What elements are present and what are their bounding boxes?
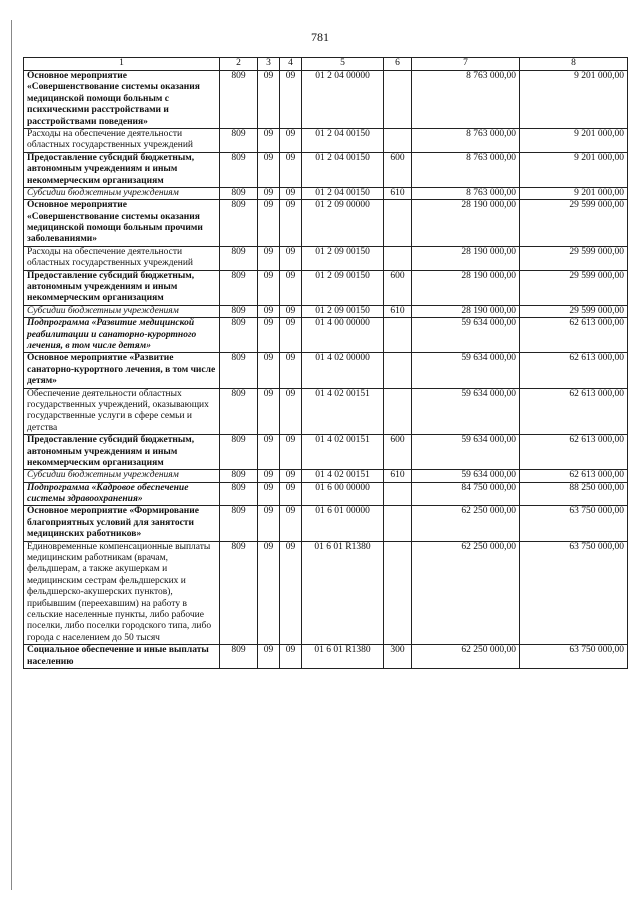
amount-year1-cell: 8 763 000,00: [412, 187, 520, 199]
expense-type-cell: 600: [384, 435, 412, 470]
amount-year1-cell: 28 190 000,00: [412, 200, 520, 247]
row-name-cell: Подпрограмма «Кадровое обеспечение системы здравоохранения»: [24, 482, 220, 506]
target-article-cell: 01 6 01 00000: [302, 506, 384, 541]
amount-year2-cell: 9 201 000,00: [520, 152, 628, 187]
ministry-code-cell: 809: [220, 482, 258, 506]
row-name-cell: Основное мероприятие «Развитие санаторно-курортного лечения, в том числе детям»: [24, 353, 220, 388]
target-article-cell: 01 2 09 00150: [302, 270, 384, 305]
table-row: [24, 482, 628, 506]
table-row: [24, 318, 628, 353]
target-article-cell: 01 2 04 00150: [302, 187, 384, 199]
expense-type-cell: 600: [384, 152, 412, 187]
amount-year1-cell: 28 190 000,00: [412, 270, 520, 305]
row-name-cell: Предоставление субсидий бюджетным, автономным учреждениям и иным некоммерческим организациям: [24, 435, 220, 470]
amount-year2-cell: 9 201 000,00: [520, 128, 628, 152]
section-code-cell: 09: [258, 305, 280, 317]
table-row: [24, 71, 628, 129]
column-header: 7: [412, 58, 520, 71]
amount-year1-cell: 28 190 000,00: [412, 305, 520, 317]
page-number: 781: [311, 30, 329, 44]
amount-year2-cell: 88 250 000,00: [520, 482, 628, 506]
subsection-code-cell: 09: [280, 270, 302, 305]
row-name-cell: Предоставление субсидий бюджетным, автономным учреждениям и иным некоммерческим организациям: [24, 270, 220, 305]
expense-type-cell: 610: [384, 470, 412, 482]
target-article-cell: 01 2 04 00150: [302, 128, 384, 152]
table-row: [24, 187, 628, 199]
row-name-cell: Субсидии бюджетным учреждениям: [24, 187, 220, 199]
amount-year2-cell: 62 613 000,00: [520, 470, 628, 482]
ministry-code-cell: 809: [220, 128, 258, 152]
amount-year2-cell: 29 599 000,00: [520, 246, 628, 270]
ministry-code-cell: 809: [220, 470, 258, 482]
target-article-cell: 01 2 09 00000: [302, 200, 384, 247]
amount-year2-cell: 9 201 000,00: [520, 71, 628, 129]
amount-year1-cell: 8 763 000,00: [412, 128, 520, 152]
amount-year2-cell: 29 599 000,00: [520, 270, 628, 305]
row-name-cell: Субсидии бюджетным учреждениям: [24, 305, 220, 317]
ministry-code-cell: 809: [220, 353, 258, 388]
table-row: [24, 246, 628, 270]
row-name-cell: Расходы на обеспечение деятельности областных государственных учреждений: [24, 128, 220, 152]
ministry-code-cell: 809: [220, 318, 258, 353]
subsection-code-cell: 09: [280, 305, 302, 317]
expense-type-cell: [384, 128, 412, 152]
amount-year2-cell: 62 613 000,00: [520, 353, 628, 388]
section-code-cell: 09: [258, 187, 280, 199]
expense-type-cell: [384, 353, 412, 388]
subsection-code-cell: 09: [280, 128, 302, 152]
target-article-cell: 01 2 04 00000: [302, 71, 384, 129]
table-row: [24, 270, 628, 305]
subsection-code-cell: 09: [280, 246, 302, 270]
subsection-code-cell: 09: [280, 506, 302, 541]
section-code-cell: 09: [258, 353, 280, 388]
ministry-code-cell: 809: [220, 270, 258, 305]
row-name-cell: Подпрограмма «Развитие медицинской реабилитации и санаторно-курортного лечения, в том числе детям»: [24, 318, 220, 353]
table-row: [24, 435, 628, 470]
subsection-code-cell: 09: [280, 482, 302, 506]
table-row: [24, 305, 628, 317]
table-row: [24, 152, 628, 187]
ministry-code-cell: 809: [220, 645, 258, 669]
target-article-cell: 01 2 04 00150: [302, 152, 384, 187]
table-row: [24, 541, 628, 645]
row-name-cell: Единовременные компенсационные выплаты медицинским работникам (врачам, фельдшерам, а также акушеркам и медицинским сестрам фельдшерских и фельдшерско-акушерских пунктов), прибывшим (переехавшим) на работу в сельские населенные пункты, либо рабочие поселки, либо поселки городского типа, либо города с населением до 50 тысяч: [24, 541, 220, 645]
amount-year1-cell: 62 250 000,00: [412, 541, 520, 645]
table-row: [24, 200, 628, 247]
ministry-code-cell: 809: [220, 435, 258, 470]
section-code-cell: 09: [258, 541, 280, 645]
subsection-code-cell: 09: [280, 200, 302, 247]
amount-year2-cell: 29 599 000,00: [520, 305, 628, 317]
column-header: 6: [384, 58, 412, 71]
subsection-code-cell: 09: [280, 71, 302, 129]
amount-year1-cell: 59 634 000,00: [412, 318, 520, 353]
ministry-code-cell: 809: [220, 541, 258, 645]
amount-year1-cell: 59 634 000,00: [412, 435, 520, 470]
column-header: 2: [220, 58, 258, 71]
amount-year1-cell: 62 250 000,00: [412, 506, 520, 541]
amount-year1-cell: 59 634 000,00: [412, 388, 520, 435]
section-code-cell: 09: [258, 128, 280, 152]
subsection-code-cell: 09: [280, 318, 302, 353]
expense-type-cell: 610: [384, 305, 412, 317]
amount-year1-cell: 62 250 000,00: [412, 645, 520, 669]
amount-year1-cell: 28 190 000,00: [412, 246, 520, 270]
section-code-cell: 09: [258, 200, 280, 247]
subsection-code-cell: 09: [280, 645, 302, 669]
row-name-cell: Основное мероприятие «Совершенствование системы оказания медицинской помощи больным с психическими расстройствами и расстройствами поведения»: [24, 71, 220, 129]
ministry-code-cell: 809: [220, 71, 258, 129]
subsection-code-cell: 09: [280, 152, 302, 187]
amount-year2-cell: 63 750 000,00: [520, 645, 628, 669]
table-row: [24, 506, 628, 541]
column-header: 5: [302, 58, 384, 71]
row-name-cell: Социальное обеспечение и иные выплаты населению: [24, 645, 220, 669]
ministry-code-cell: 809: [220, 200, 258, 247]
subsection-code-cell: 09: [280, 388, 302, 435]
target-article-cell: 01 4 00 00000: [302, 318, 384, 353]
ministry-code-cell: 809: [220, 305, 258, 317]
ministry-code-cell: 809: [220, 246, 258, 270]
row-name-cell: Расходы на обеспечение деятельности областных государственных учреждений: [24, 246, 220, 270]
expense-type-cell: [384, 71, 412, 129]
target-article-cell: 01 4 02 00151: [302, 388, 384, 435]
table-row: [24, 470, 628, 482]
target-article-cell: 01 4 02 00000: [302, 353, 384, 388]
row-name-cell: Субсидии бюджетным учреждениям: [24, 470, 220, 482]
ministry-code-cell: 809: [220, 388, 258, 435]
subsection-code-cell: 09: [280, 187, 302, 199]
amount-year1-cell: 59 634 000,00: [412, 470, 520, 482]
amount-year2-cell: 62 613 000,00: [520, 388, 628, 435]
subsection-code-cell: 09: [280, 541, 302, 645]
column-header: 3: [258, 58, 280, 71]
ministry-code-cell: 809: [220, 187, 258, 199]
target-article-cell: 01 2 09 00150: [302, 305, 384, 317]
amount-year1-cell: 8 763 000,00: [412, 71, 520, 129]
row-name-cell: Основное мероприятие «Совершенствование системы оказания медицинской помощи больным прочими заболеваниями»: [24, 200, 220, 247]
expense-type-cell: [384, 541, 412, 645]
expense-type-cell: [384, 482, 412, 506]
expense-type-cell: [384, 388, 412, 435]
column-header: 1: [24, 58, 220, 71]
target-article-cell: 01 4 02 00151: [302, 435, 384, 470]
amount-year2-cell: 63 750 000,00: [520, 541, 628, 645]
table-row: [24, 128, 628, 152]
subsection-code-cell: 09: [280, 353, 302, 388]
section-code-cell: 09: [258, 71, 280, 129]
row-name-cell: Предоставление субсидий бюджетным, автономным учреждениям и иным некоммерческим организациям: [24, 152, 220, 187]
amount-year1-cell: 8 763 000,00: [412, 152, 520, 187]
column-header: 4: [280, 58, 302, 71]
expense-type-cell: 610: [384, 187, 412, 199]
section-code-cell: 09: [258, 645, 280, 669]
amount-year1-cell: 84 750 000,00: [412, 482, 520, 506]
section-code-cell: 09: [258, 506, 280, 541]
section-code-cell: 09: [258, 470, 280, 482]
budget-table: [23, 57, 628, 669]
expense-type-cell: [384, 200, 412, 247]
ministry-code-cell: 809: [220, 506, 258, 541]
expense-type-cell: [384, 246, 412, 270]
section-code-cell: 09: [258, 388, 280, 435]
section-code-cell: 09: [258, 318, 280, 353]
target-article-cell: 01 6 00 00000: [302, 482, 384, 506]
target-article-cell: 01 4 02 00151: [302, 470, 384, 482]
expense-type-cell: 600: [384, 270, 412, 305]
row-name-cell: Основное мероприятие «Формирование благоприятных условий для занятости медицинских работников»: [24, 506, 220, 541]
page-margin-line: [11, 20, 12, 890]
target-article-cell: 01 6 01 R1380: [302, 645, 384, 669]
amount-year2-cell: 62 613 000,00: [520, 318, 628, 353]
amount-year1-cell: 59 634 000,00: [412, 353, 520, 388]
section-code-cell: 09: [258, 435, 280, 470]
section-code-cell: 09: [258, 152, 280, 187]
section-code-cell: 09: [258, 482, 280, 506]
table-body: [24, 71, 628, 669]
expense-type-cell: [384, 506, 412, 541]
table-row: [24, 645, 628, 669]
subsection-code-cell: 09: [280, 470, 302, 482]
table-header-row: [24, 58, 628, 71]
amount-year2-cell: 62 613 000,00: [520, 435, 628, 470]
target-article-cell: 01 2 09 00150: [302, 246, 384, 270]
amount-year2-cell: 29 599 000,00: [520, 200, 628, 247]
ministry-code-cell: 809: [220, 152, 258, 187]
target-article-cell: 01 6 01 R1380: [302, 541, 384, 645]
amount-year2-cell: 63 750 000,00: [520, 506, 628, 541]
table-row: [24, 388, 628, 435]
expense-type-cell: [384, 318, 412, 353]
subsection-code-cell: 09: [280, 435, 302, 470]
section-code-cell: 09: [258, 270, 280, 305]
column-header: 8: [520, 58, 628, 71]
table-row: [24, 353, 628, 388]
section-code-cell: 09: [258, 246, 280, 270]
expense-type-cell: 300: [384, 645, 412, 669]
amount-year2-cell: 9 201 000,00: [520, 187, 628, 199]
row-name-cell: Обеспечение деятельности областных государственных учреждений, оказывающих государственные услуги в сфере семьи и детства: [24, 388, 220, 435]
